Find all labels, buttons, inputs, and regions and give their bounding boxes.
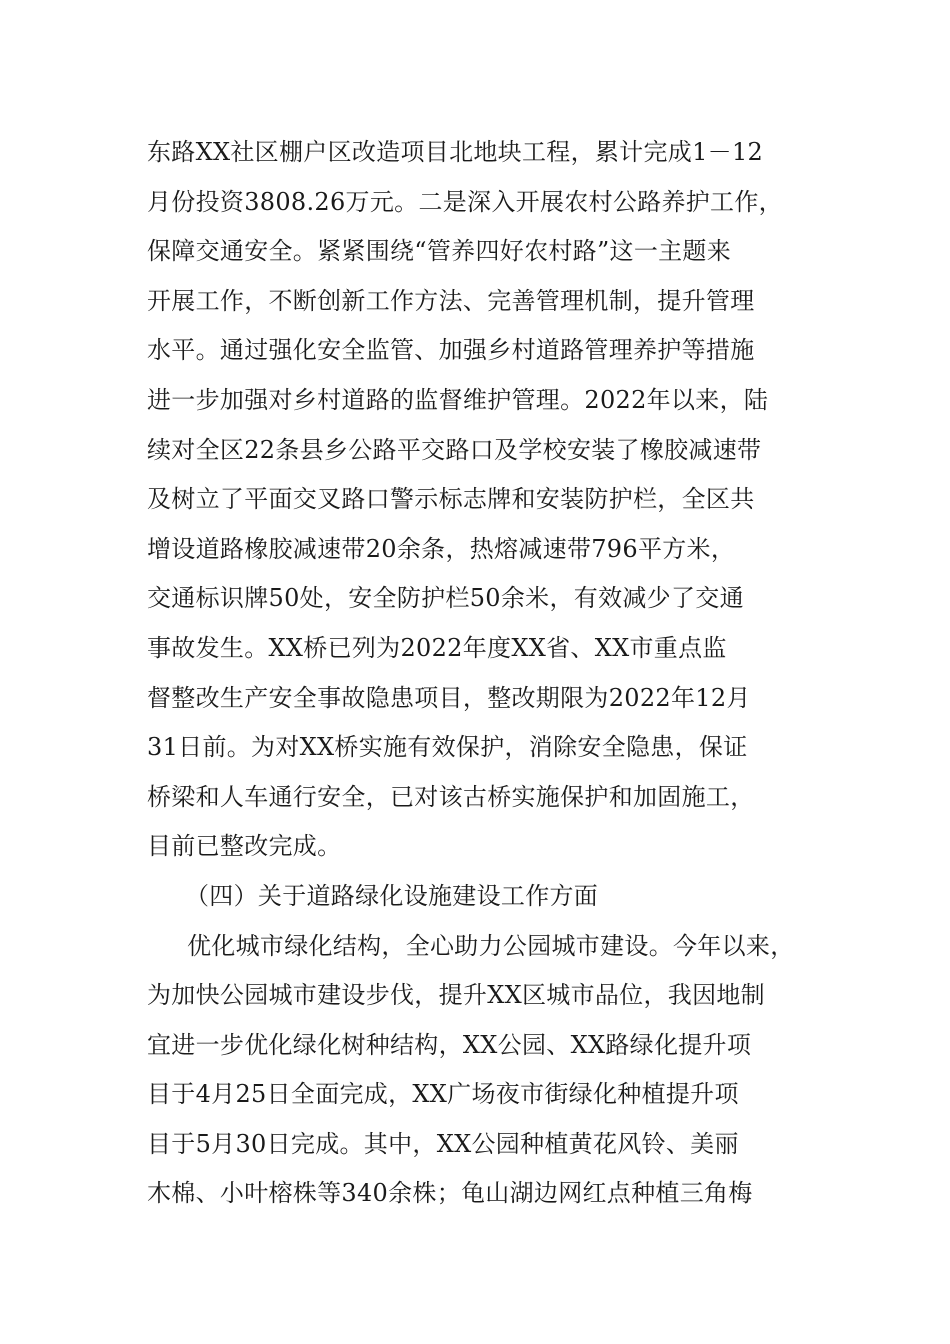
- text-line: 宜进一步优化绿化树种结构，XX公园、XX路绿化提升项: [147, 1030, 752, 1059]
- text-line: 31日前。为对XX桥实施有效保护，消除安全隐患，保证: [147, 733, 748, 762]
- text-line: 目于5月30日完成。其中，XX公园种植黄花风铃、美丽: [147, 1129, 739, 1158]
- text-line: 事故发生。XX桥已列为2022年度XX省、XX市重点监: [147, 633, 727, 662]
- text-line: 进一步加强对乡村道路的监督维护管理。2022年以来，陆: [147, 385, 769, 414]
- text-line: 桥梁和人车通行安全，已对该古桥实施保护和加固施工，: [147, 782, 755, 811]
- text-line: 木棉、小叶榕株等340余株；龟山湖边网红点种植三角梅: [147, 1179, 753, 1208]
- text-line: 月份投资3808.26万元。二是深入开展农村公路养护工作，: [147, 187, 783, 216]
- text-line: 增设道路橡胶减速带20余条，热熔减速带796平方米，: [147, 534, 736, 563]
- text-line: 东路XX社区棚户区改造项目北地块工程，累计完成1－12: [147, 138, 764, 166]
- text-line: 目于4月25日全面完成，XX广场夜市街绿化种植提升项: [147, 1080, 739, 1109]
- text-line: 水平。通过强化安全监管、加强乡村道路管理养护等措施: [147, 336, 755, 365]
- text-line: 保障交通安全。紧紧围绕“管养四好农村路”这一主题来: [147, 237, 732, 266]
- text-line: 为加快公园城市建设步伐，提升XX区城市品位，我因地制: [147, 981, 765, 1010]
- document-body: [147, 128, 827, 1219]
- text-line: 续对全区22条县乡公路平交路口及学校安装了橡胶减速带: [147, 435, 762, 464]
- text-line: 开展工作，不断创新工作方法、完善管理机制，提升管理: [147, 286, 755, 315]
- text-line: 优化城市绿化结构，全心助力公园城市建设。今年以来，: [187, 931, 795, 960]
- text-line: 目前已整改完成。: [147, 832, 342, 861]
- section-heading: （四）关于道路绿化设施建设工作方面: [185, 881, 599, 910]
- text-line: 交通标识牌50处，安全防护栏50余米，有效减少了交通: [147, 584, 744, 613]
- text-line: 督整改生产安全事故隐患项目，整改期限为2022年12月: [147, 683, 751, 712]
- text-line: 及树立了平面交叉路口警示标志牌和安装防护栏，全区共: [147, 485, 755, 514]
